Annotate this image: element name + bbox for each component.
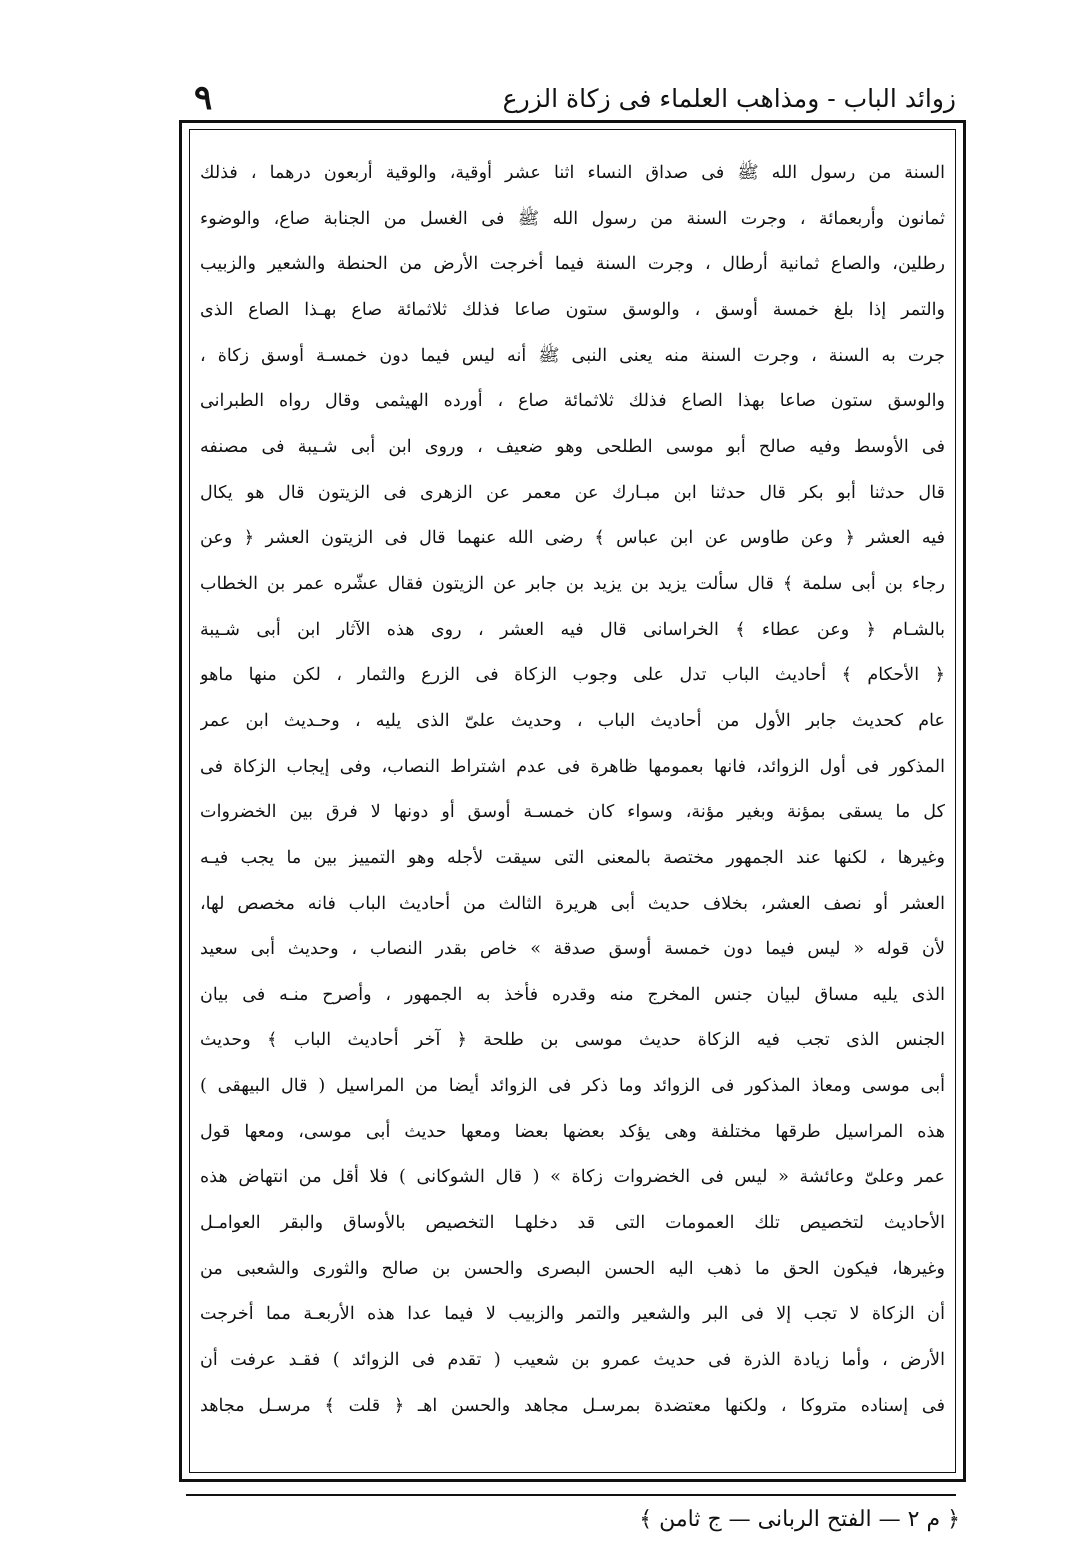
text-line: الأرض ، وأما زيادة الذرة فى حديث عمرو بن شعيب ( تقدم فى الزوائد ) فقـد عرفت أن [200,1350,945,1371]
text-line: الأحاديث لتخصيص تلك العمومات التى قد دخلهـا التخصيص بالأوساق والبقر العوامـل [200,1213,945,1234]
text-line: وغيرها ، لكنها عند الجمهور مختصة بالمعنى التى سيقت لأجله وهو التمييز بين ما يجب فيـه [200,847,945,868]
text-line: رجاء بن أبى سلمة ﴾ قال سألت يزيد بن يزيد بن جابر عن الزيتون فقال عشّره عمر بن الخطاب [200,573,945,594]
text-line: السنة من رسول الله ﷺ فى صداق النساء اثنا عشر أوقية، والوقية أربعون درهما ، فذلك [200,163,945,183]
header-title: زوائد الباب - ومذاهب العلماء فى زكاة الزرع [502,83,956,113]
text-line: والتمر إذا بلغ خمسة أوسق ، والوسق ستون صاعا فذلك ثلاثمائة صاع بهـذا الصاع الذى [200,299,945,320]
text-line: فى الأوسط وفيه صالح أبو موسى الطلحى وهو ضعيف ، وروى ابن أبى شـيبة فى مصنفه [200,436,945,457]
text-frame [179,120,966,1482]
page-number: ٩ [194,78,213,118]
text-line: فيه العشر ﴿ وعن طاوس عن ابن عباس ﴾ رضى الله عنهما قال فى الزيتون العشر ﴿ وعن [200,528,945,549]
footer-rule [186,1494,956,1496]
text-line: لأن قوله « ليس فيما دون خمسة أوسق صدقة » خاص بقدر النصاب ، وحديث أبى سعيد [200,939,945,960]
text-line: الجنس الذى تجب فيه الزكاة حديث موسى بن طلحة ﴿ آخر أحاديث الباب ﴾ وحديث [200,1030,945,1051]
footer-signature: ﴿ م ٢ — الفتح الربانى — ج ثامن ﴾ [639,1507,960,1532]
text-line: رطلين، والصاع ثمانية أرطال ، وجرت السنة فيما أخرجت الأرض من الحنطة والشعير والزبيب [200,254,945,275]
text-line: العشر أو نصف العشر، بخلاف حديث أبى هريرة الثالث من أحاديث الباب فانه مخصص لها، [200,893,945,914]
text-line: قال حدثنا أبو بكر قال حدثنا ابن مبـارك عن معمر عن الزهرى فى الزيتون قال هو يكال [200,482,945,503]
text-line: فى إسناده متروكا ، ولكنها معتضدة بمرسـل مجاهد والحسن اهـ ﴿ قلت ﴾ مرسـل مجاهد [200,1395,945,1416]
text-line: بالشـام ﴿ وعن عطاء ﴾ الخراسانى قال فيه العشر ، روى هذه الآثار ابن أبى شـيبة [200,619,945,640]
text-line: عام كحديث جابر الأول من أحاديث الباب ، وحديث علىّ الذى يليه ، وحـديث ابن عمر [200,710,945,731]
text-line: عمر وعلىّ وعائشة « ليس فى الخضروات زكاة » ( قال الشوكانى ) فلا أقل من انتهاض هذه [200,1167,945,1188]
text-line: وغيرها، فيكون الحق ما ذهب اليه الحسن البصرى والحسن بن صالح والثورى والشعبى من [200,1258,945,1279]
text-line: والوسق ستون صاعا بهذا الصاع فذلك ثلاثمائة صاع ، أورده الهيثمى وقال رواه الطبرانى [200,391,945,412]
body-text [200,151,945,1429]
text-line: أبى موسى ومعاذ المذكور فى الزوائد وما ذكر فى الزوائد أيضا من المراسيل ( قال البيهقى ) [200,1076,945,1097]
text-line: ثمانون وأربعمائة ، وجرت السنة من رسول الله ﷺ فى الغسل من الجنابة صاع، والوضوء [200,208,945,229]
text-line: الذى يليه مساق لبيان جنس المخرج منه وقدره فأخذ به الجمهور ، وأصرح منـه فى بيان [200,984,945,1005]
text-line: المذكور فى أول الزوائد، فانها بعمومها ظاهرة فى عدم اشتراط النصاب، وفى إيجاب الزكاة فى [200,756,945,777]
running-header [186,70,956,126]
text-line: هذه المراسيل طرقها مختلفة وهى يؤكد بعضها بعضا ومعها حديث أبى موسى، ومعها قول [200,1121,945,1142]
text-line: أن الزكاة لا تجب إلا فى البر والشعير والتمر والزبيب لا فيما عدا هذه الأربعـة مما أخرجت [200,1304,945,1325]
text-line: ﴿ الأحكام ﴾ أحاديث الباب تدل على وجوب الزكاة فى الزرع والثمار ، لكن منها ماهو [200,665,945,686]
text-line: كل ما يسقى بمؤنة وبغير مؤنة، وسواء كان خمسـة أوسق أو دونها لا فرق بين الخضروات [200,802,945,823]
text-line: جرت به السنة ، وجرت السنة منه يعنى النبى ﷺ أنه ليس فيما دون خمسـة أوسق زكاة ، [200,345,945,366]
